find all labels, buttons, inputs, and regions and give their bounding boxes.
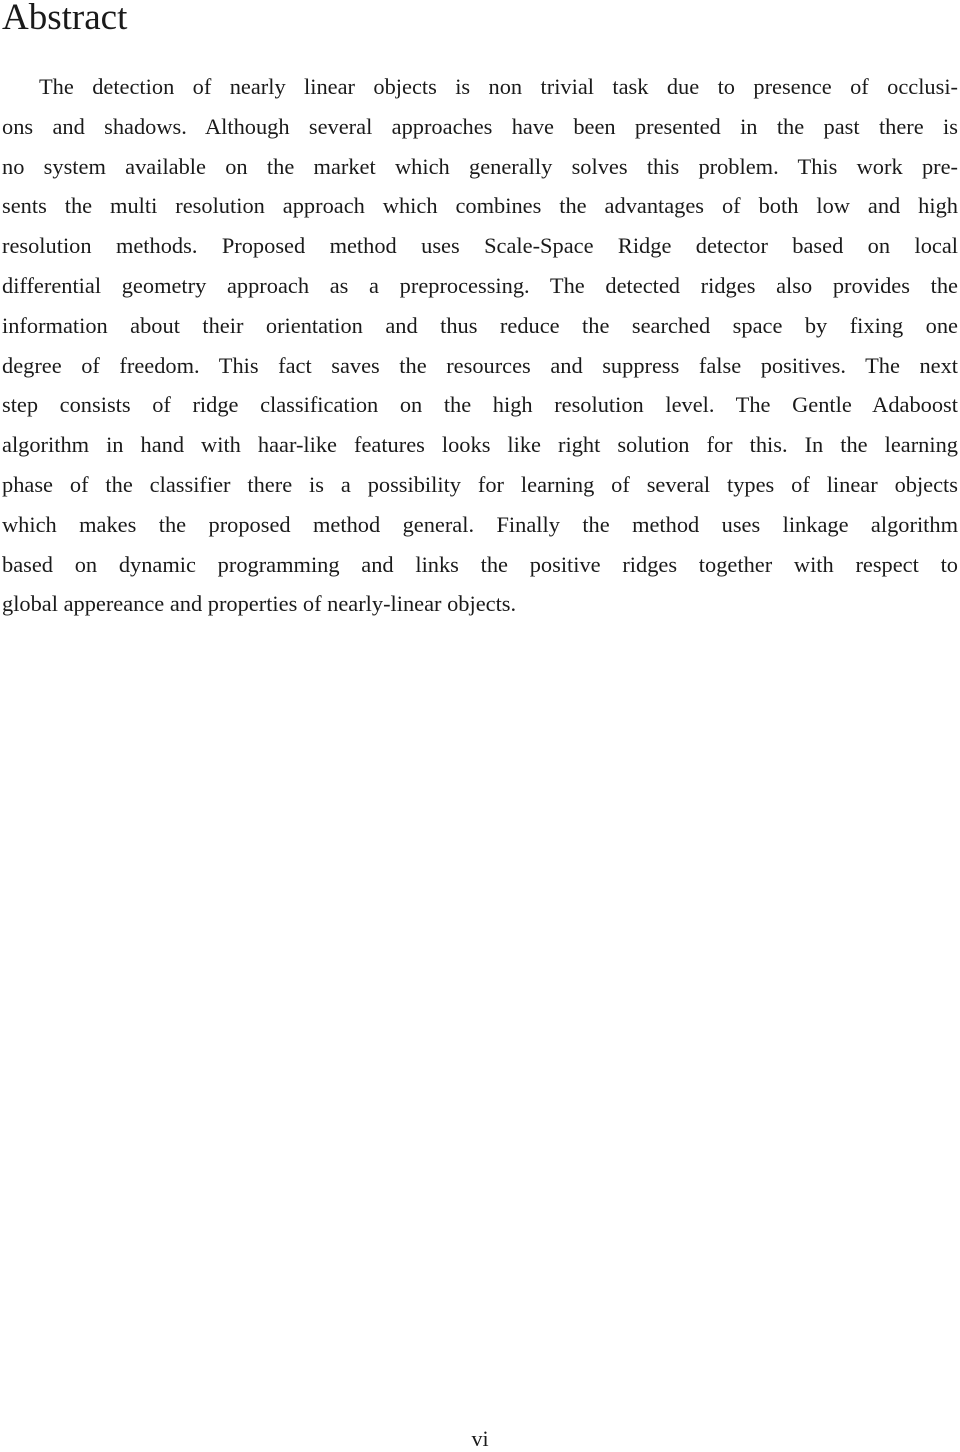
abstract-line: step consists of ridge classification on the high resolution level. The Gentle Adaboost — [2, 392, 958, 418]
abstract-line: phase of the classifier there is a possibility for learning of several types of linear objects — [2, 471, 958, 497]
abstract-line: The detection of nearly linear objects is non trivial task due to presence of occlusi- — [39, 74, 958, 99]
abstract-line: information about their orientation and thus reduce the searched space by fixing one — [2, 312, 958, 338]
abstract-line: algorithm in hand with haar-like features looks like right solution for this. In the learning — [2, 432, 958, 458]
abstract-line: differential geometry approach as a preprocessing. The detected ridges also provides the — [2, 272, 958, 298]
abstract-line: resolution methods. Proposed method uses Scale-Space Ridge detector based on local — [2, 233, 958, 259]
abstract-paragraph — [2, 69, 958, 626]
abstract-line: no system available on the market which generally solves this problem. This work pre- — [2, 153, 958, 179]
abstract-line: sents the multi resolution approach which combines the advantages of both low and high — [2, 193, 958, 219]
page-number: vi — [471, 1426, 489, 1451]
abstract-line: ons and shadows. Although several approaches have been presented in the past there is — [2, 113, 958, 139]
page-title: Abstract — [2, 0, 128, 38]
abstract-line: degree of freedom. This fact saves the resources and suppress false positives. The next — [2, 352, 958, 378]
abstract-line: which makes the proposed method general. Finally the method uses linkage algorithm — [2, 511, 958, 537]
abstract-line: global appereance and properties of nearly-linear objects. — [2, 591, 517, 617]
abstract-line: based on dynamic programming and links the positive ridges together with respect to — [2, 551, 958, 577]
